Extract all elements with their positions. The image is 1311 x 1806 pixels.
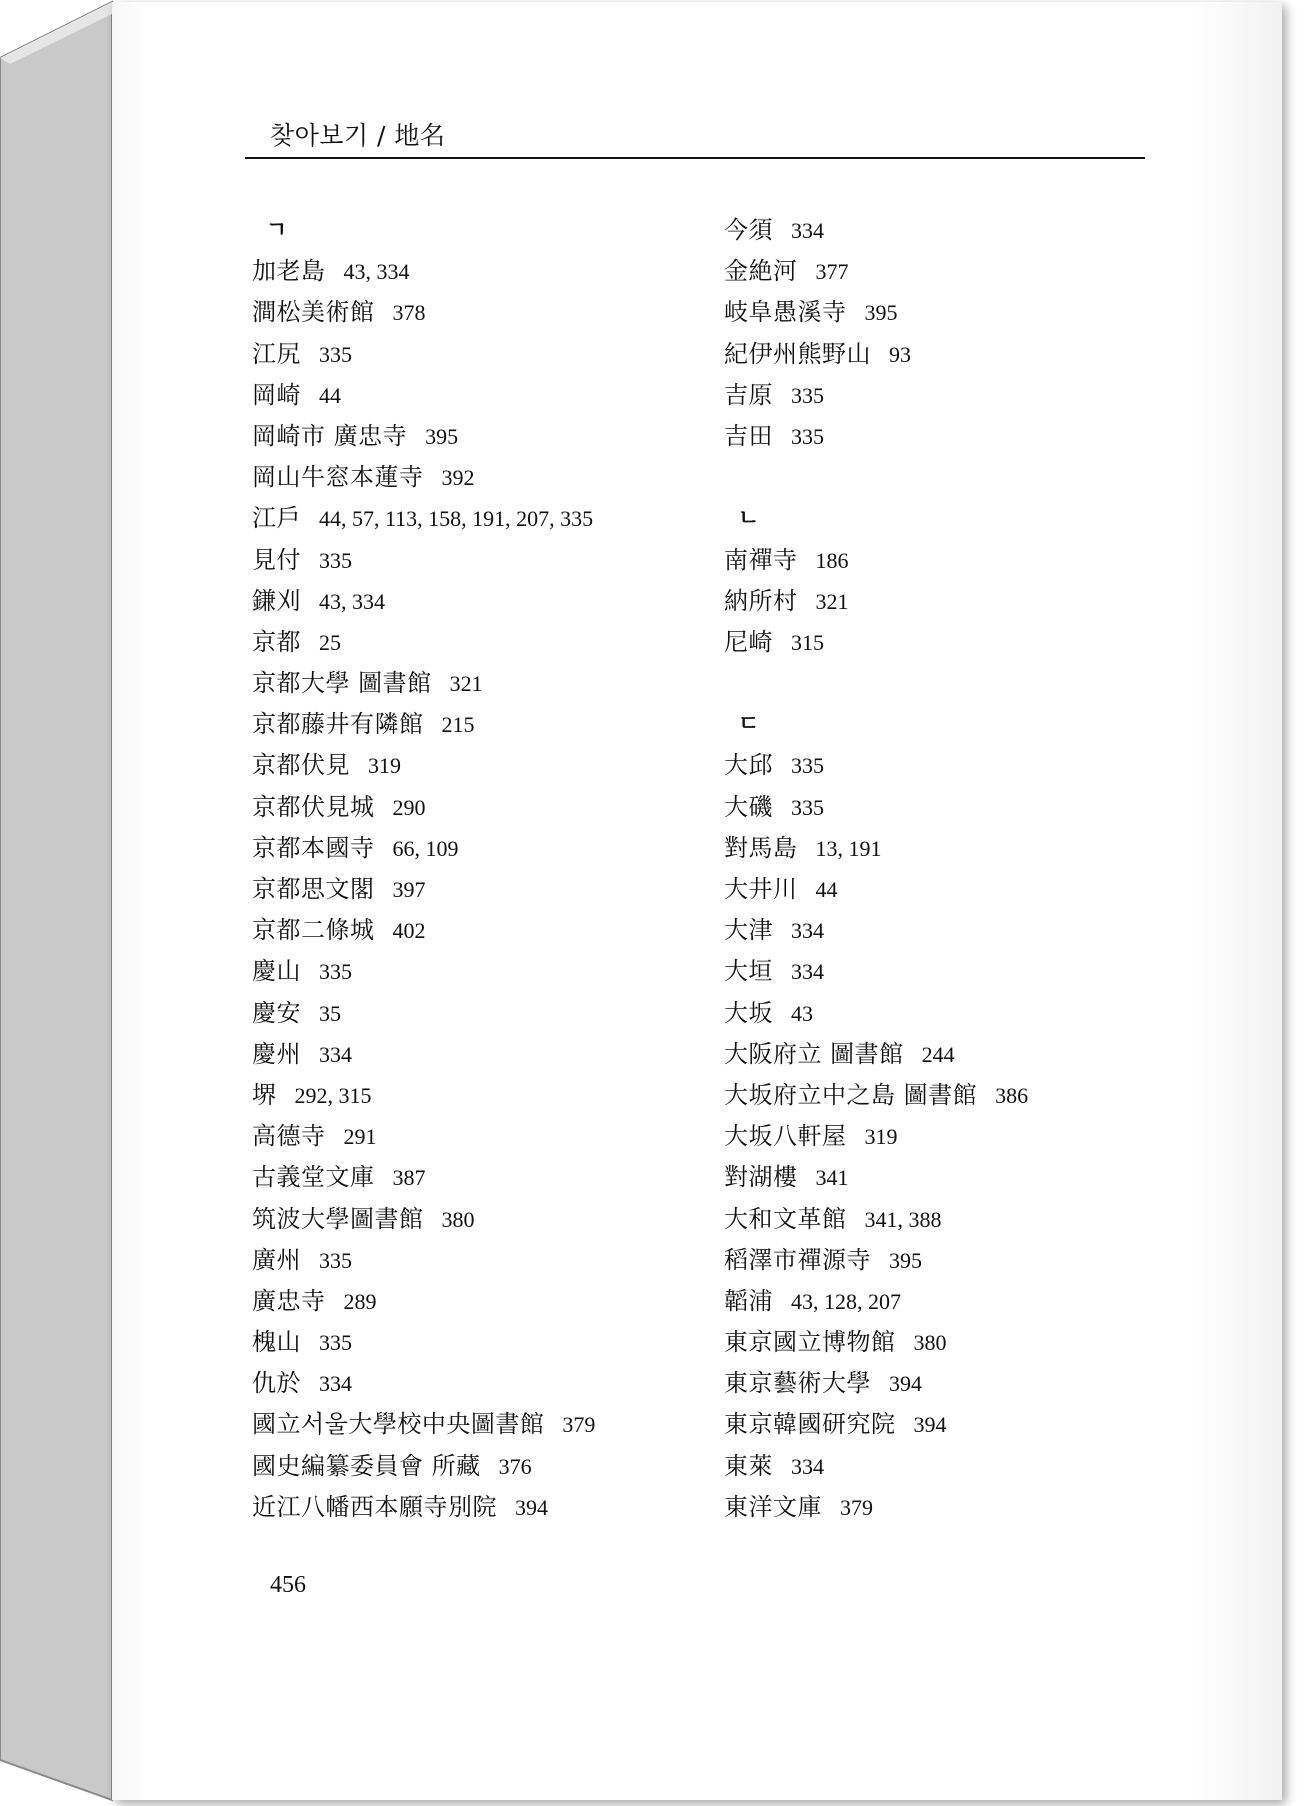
index-entry-name: 大邱: [724, 751, 773, 780]
page-number: 456: [270, 1572, 306, 1598]
index-entry-pages: 290: [392, 794, 426, 820]
index-entry-pages: 291: [343, 1124, 377, 1150]
index-section-heading: ㄴ: [738, 506, 760, 532]
index-entry: [252, 1116, 712, 1157]
index-entry-name: 對馬島: [724, 833, 798, 862]
index-entry: [252, 416, 712, 457]
index-entry-name: 東洋文庫: [724, 1492, 822, 1521]
index-entry-pages: 334: [319, 1041, 352, 1067]
index-entry-name: 大坂府立中之島 圖書館: [724, 1080, 978, 1109]
index-entry: [724, 951, 1184, 992]
index-entry: [724, 622, 1184, 663]
index-entry: [252, 1240, 712, 1281]
index-spacer: [724, 663, 1184, 704]
index-entry-name: 大井川: [724, 875, 798, 903]
index-entry-name: 韜浦: [724, 1286, 773, 1315]
index-entry-name: 大和文革館: [724, 1204, 847, 1233]
index-entry-name: 澗松美術館: [252, 298, 375, 327]
index-entry-pages: 335: [791, 423, 824, 449]
index-entry-name: 廣州: [252, 1245, 301, 1274]
index-entry: [724, 416, 1184, 457]
index-entry-pages: 319: [864, 1124, 898, 1150]
index-entry: [252, 910, 712, 951]
index-entry-name: 岡山牛窓本蓮寺: [252, 463, 424, 492]
index-entry-pages: 402: [392, 918, 426, 944]
index-entry: [252, 622, 712, 663]
index-entry-name: 鎌刈: [252, 586, 301, 615]
index-entry-pages: 44: [319, 382, 341, 408]
header-rule: [245, 157, 1145, 159]
index-entry-pages: 335: [319, 1330, 352, 1356]
index-section-heading: ㄱ: [266, 218, 288, 243]
index-entry-name: 大垣: [724, 957, 773, 986]
index-entry-name: 古義堂文庫: [252, 1163, 375, 1192]
index-entry: [724, 251, 1184, 292]
index-entry-name: 京都: [252, 627, 301, 656]
index-entry-name: 筑波大學圖書館: [252, 1204, 424, 1233]
index-entry: [724, 828, 1184, 869]
index-entry-name: 慶山: [252, 957, 301, 986]
index-entry-pages: 394: [889, 1371, 922, 1397]
index-entry: [724, 1034, 1184, 1075]
index-entry: [724, 910, 1184, 951]
index-entry-pages: 186: [815, 547, 849, 573]
index-entry-pages: 321: [449, 671, 483, 697]
index-entry: [252, 704, 712, 745]
index-entry-name: 岡崎市 廣忠寺: [252, 421, 408, 450]
index-entry-pages: 387: [392, 1165, 426, 1191]
index-entry-pages: 25: [319, 629, 341, 655]
index-entry-name: 慶州: [252, 1039, 301, 1068]
index-entry-name: 東京韓國研究院: [724, 1410, 896, 1439]
index-entry-pages: 321: [815, 588, 849, 614]
index-entry-pages: 395: [425, 423, 459, 449]
index-entry: [252, 1034, 712, 1075]
index-spacer: [724, 457, 1184, 498]
index-entry: [252, 1446, 712, 1487]
index-entry-name: 加老島: [252, 257, 326, 286]
index-entry: [724, 1075, 1184, 1116]
index-entry-name: 京都伏見: [252, 751, 350, 780]
index-entry: [252, 1404, 712, 1445]
index-entry-name: 大阪府立 圖書館: [724, 1039, 904, 1068]
index-entry-name: 納所村: [724, 586, 798, 615]
index-entry: [252, 787, 712, 828]
index-entry-pages: 378: [392, 300, 426, 326]
index-entry-name: 大磯: [724, 792, 773, 821]
index-entry: [724, 375, 1184, 416]
index-entry: [724, 1199, 1184, 1240]
index-entry-pages: 335: [319, 547, 352, 573]
index-entry: [252, 498, 712, 539]
index-entry: [724, 1487, 1184, 1528]
index-entry: [724, 1281, 1184, 1322]
index-entry: [724, 1157, 1184, 1198]
index-entry-name: 近江八幡西本願寺別院: [252, 1492, 497, 1521]
index-entry-name: 慶安: [252, 998, 301, 1027]
index-entry-pages: 335: [791, 753, 824, 779]
index-entry: [724, 581, 1184, 622]
index-entry: [252, 1363, 712, 1404]
index-entry: [252, 292, 712, 333]
index-entry-pages: 43: [791, 1000, 813, 1026]
index-entry-pages: 377: [815, 259, 849, 285]
index-entry-pages: 66, 109: [392, 835, 459, 861]
index-entry-pages: 392: [441, 465, 475, 491]
index-column-right: [724, 210, 1184, 1528]
index-entry-pages: 334: [791, 918, 824, 944]
index-entry: [252, 1199, 712, 1240]
index-entry: [724, 993, 1184, 1034]
index-entry: [724, 210, 1184, 251]
index-entry-name: 今須: [724, 216, 773, 244]
index-entry: [252, 828, 712, 869]
index-entry-name: 稻澤市禪源寺: [724, 1245, 871, 1274]
index-entry-pages: 341: [815, 1165, 849, 1191]
index-entry: [724, 1404, 1184, 1445]
index-entry-pages: 44: [815, 877, 838, 902]
index-entry-pages: 43, 334: [319, 588, 385, 614]
index-entry-name: 大坂: [724, 998, 773, 1027]
index-entry-pages: 244: [921, 1041, 955, 1067]
index-entry: [252, 375, 712, 416]
index-entry-name: 高德寺: [252, 1122, 326, 1151]
index-entry-pages: 315: [791, 629, 824, 655]
index-entry-name: 大坂八軒屋: [724, 1122, 847, 1151]
index-entry-name: 東萊: [724, 1451, 773, 1480]
index-entry-name: 國史編纂委員會 所藏: [252, 1451, 481, 1480]
index-entry-pages: 335: [791, 794, 824, 820]
index-entry-pages: 289: [343, 1288, 377, 1314]
index-entry-pages: 35: [319, 1000, 341, 1026]
index-entry-name: 對湖樓: [724, 1163, 798, 1192]
index-entry-name: 見付: [252, 545, 301, 574]
index-entry-name: 京都大學 圖書館: [252, 669, 432, 698]
index-entry-pages: 394: [913, 1412, 947, 1438]
index-entry-name: 京都藤井有隣館: [252, 710, 424, 739]
index-entry: [252, 1322, 712, 1363]
index-entry-name: 東京藝術大學: [724, 1369, 871, 1398]
index-entry: [252, 993, 712, 1034]
index-entry-pages: 341, 388: [864, 1206, 942, 1232]
index-entry-name: 堺: [252, 1080, 277, 1109]
index-entry: [724, 1446, 1184, 1487]
index-entry-name: 廣忠寺: [252, 1286, 326, 1315]
index-entry-pages: 93: [889, 341, 911, 367]
index-entry: [252, 1281, 712, 1322]
index-entry-name: 江戶: [252, 504, 301, 533]
index-entry-pages: 397: [392, 877, 426, 902]
index-entry-name: 槐山: [252, 1328, 301, 1357]
index-entry-pages: 379: [840, 1494, 873, 1520]
index-entry: [724, 869, 1184, 910]
index-entry: [724, 787, 1184, 828]
index-entry: [252, 334, 712, 375]
index-entry-pages: 335: [319, 1247, 352, 1273]
index-entry-pages: 334: [791, 1453, 824, 1479]
index-entry-pages: 13, 191: [815, 835, 882, 861]
page-header-title: 찾아보기 / 地名: [270, 121, 446, 150]
index-entry: [724, 1363, 1184, 1404]
index-entry: [724, 292, 1184, 333]
index-entry: [252, 663, 712, 704]
index-entry-pages: 380: [913, 1330, 947, 1356]
index-entry-pages: 335: [319, 341, 352, 367]
index-entry-name: 大津: [724, 916, 773, 945]
index-entry: [724, 1240, 1184, 1281]
index-entry: [252, 1487, 712, 1528]
index-entry-pages: 376: [498, 1453, 532, 1479]
index-entry: [724, 334, 1184, 375]
index-entry-name: 紀伊州熊野山: [724, 339, 871, 368]
index-entry-pages: 43, 128, 207: [791, 1288, 901, 1314]
index-entry-name: 吉田: [724, 421, 773, 450]
index-entry: [252, 581, 712, 622]
index-entry: [252, 745, 712, 786]
index-entry-pages: 215: [441, 712, 475, 738]
index-entry: [252, 251, 712, 292]
index-entry-pages: 394: [515, 1494, 548, 1520]
index-entry-pages: 334: [319, 1371, 352, 1397]
index-entry-name: 尼崎: [724, 627, 773, 656]
index-entry: [724, 540, 1184, 581]
index-entry-pages: 386: [995, 1082, 1029, 1108]
index-entry-pages: 334: [791, 218, 824, 243]
index-entry-pages: 380: [441, 1206, 475, 1232]
index-entry-pages: 395: [889, 1247, 922, 1273]
index-entry-pages: 379: [562, 1412, 596, 1438]
index-entry: [724, 1116, 1184, 1157]
index-entry: [252, 869, 712, 910]
index-entry-pages: 319: [368, 753, 401, 779]
index-entry: [724, 1322, 1184, 1363]
index-section-heading: ㄷ: [738, 712, 760, 738]
index-entry: [252, 1075, 712, 1116]
index-entry-pages: 335: [319, 959, 352, 985]
index-entry-pages: 334: [791, 959, 824, 985]
index-entry-name: 東京國立博物館: [724, 1328, 896, 1357]
index-entry: [252, 540, 712, 581]
index-entry-name: 南禪寺: [724, 545, 798, 574]
index-entry-pages: 395: [864, 300, 898, 326]
index-entry: [252, 457, 712, 498]
index-entry-name: 京都伏見城: [252, 792, 375, 821]
index-entry-pages: 43, 334: [343, 259, 410, 285]
index-entry-pages: 292, 315: [294, 1082, 372, 1108]
index-column-left: [252, 210, 712, 1528]
index-entry-name: 岐阜愚溪寺: [724, 298, 847, 327]
index-entry-name: 岡崎: [252, 380, 301, 409]
index-entry-name: 金絶河: [724, 257, 798, 286]
index-entry: [252, 951, 712, 992]
index-entry-pages: 335: [791, 382, 824, 408]
index-entry-name: 京都思文閣: [252, 875, 375, 903]
index-entry-name: 仇於: [252, 1369, 301, 1398]
index-entry: [724, 745, 1184, 786]
index-entry-name: 江尻: [252, 339, 301, 368]
index-entry: [252, 1157, 712, 1198]
index-entry-name: 國立서울大學校中央圖書館: [252, 1410, 545, 1439]
index-entry-name: 吉原: [724, 380, 773, 409]
index-entry-pages: 44, 57, 113, 158, 191, 207, 335: [319, 506, 594, 532]
index-entry-name: 京都二條城: [252, 916, 375, 945]
index-entry-name: 京都本國寺: [252, 833, 375, 862]
